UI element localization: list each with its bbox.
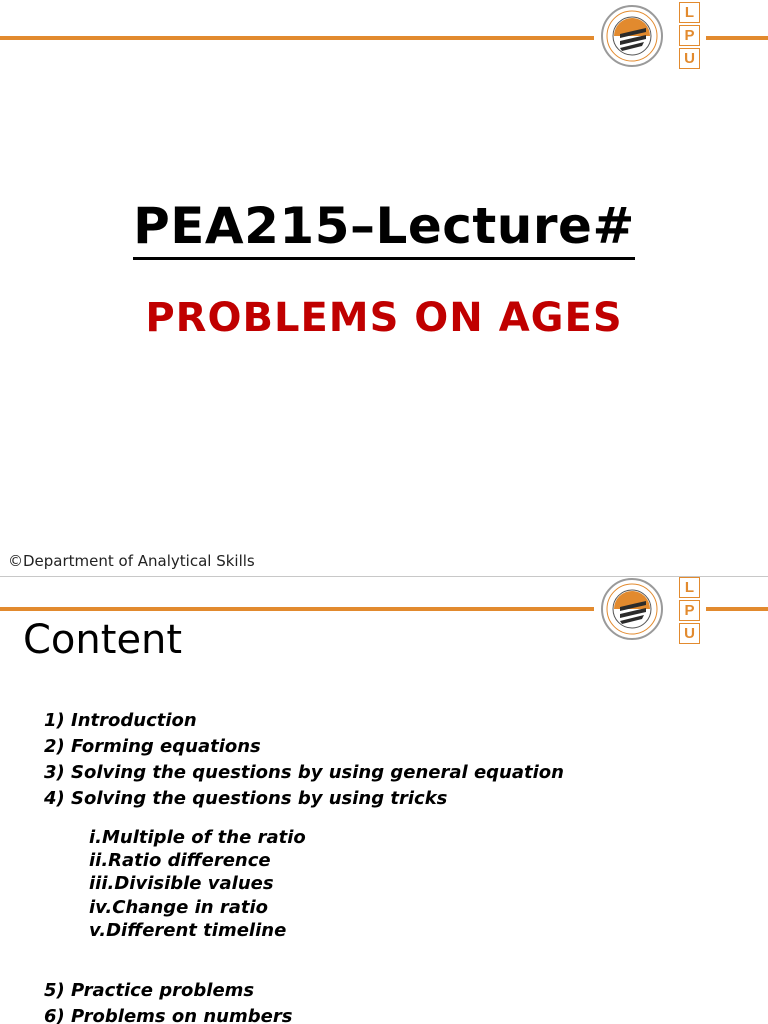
sublist-item: i.Multiple of the ratio (89, 827, 306, 848)
list-item: 2) Forming equations (44, 736, 261, 757)
header-rule-right (706, 36, 768, 40)
copyright-footer: ©Department of Analytical Skills (8, 552, 255, 570)
sublist-item: v.Different timeline (89, 919, 287, 941)
header-rule-left (0, 607, 594, 611)
list-item: 5) Practice problems (44, 980, 255, 1001)
lpu-seal-icon (600, 577, 664, 641)
topic-list-continued (44, 978, 292, 1024)
sublist-item: ii.Ratio difference (89, 850, 271, 872)
logo-letter-p: P (679, 600, 700, 621)
lpu-logo (679, 2, 700, 71)
lpu-logo (679, 577, 700, 646)
sublist-item: iii.Divisible values (89, 873, 274, 895)
content-heading: Content (23, 617, 183, 663)
topic-list (44, 708, 564, 812)
lecture-subtitle: PROBLEMS ON AGES (145, 295, 623, 341)
sublist-item: iv.Change in ratio (89, 896, 269, 918)
logo-letter-l: L (679, 2, 700, 23)
list-item: 4) Solving the questions by using tricks (44, 788, 448, 809)
header-rule-left (0, 36, 594, 40)
lecture-title-text: PEA215–Lecture# (133, 197, 635, 260)
content-slide (0, 577, 768, 1024)
lpu-seal-icon (600, 4, 664, 68)
list-item: 6) Problems on numbers (44, 1006, 293, 1024)
list-item: 1) Introduction (44, 710, 197, 731)
trick-sublist (89, 826, 306, 942)
logo-letter-u: U (679, 623, 700, 644)
logo-letter-u: U (679, 48, 700, 69)
lecture-title (0, 196, 768, 256)
logo-letter-l: L (679, 577, 700, 598)
header-rule-right (706, 607, 768, 611)
list-item: 3) Solving the questions by using general equation (44, 762, 564, 783)
logo-letter-p: P (679, 25, 700, 46)
